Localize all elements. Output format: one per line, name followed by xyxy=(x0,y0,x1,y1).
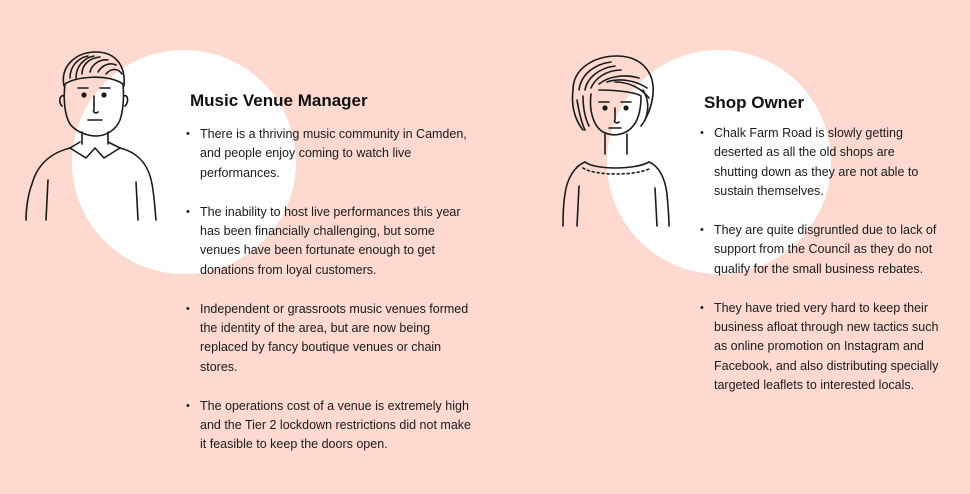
persona-title-music-venue-manager: Music Venue Manager xyxy=(190,91,368,110)
list-item: • They are quite disgruntled due to lack of support from the Council as they do not qualify for the small business rebates. xyxy=(700,223,937,276)
female-portrait-icon xyxy=(555,50,685,235)
bullet-icon: • xyxy=(700,301,704,314)
bullet-icon: • xyxy=(186,302,190,315)
persona-title-shop-owner: Shop Owner xyxy=(704,93,805,112)
bullet-icon: • xyxy=(186,399,190,412)
bullet-icon: • xyxy=(186,128,190,140)
bullet-icon: • xyxy=(700,224,704,237)
bullet-icon: • xyxy=(186,205,190,218)
male-portrait-icon xyxy=(18,44,168,229)
list-item: • They have tried very hard to keep their business afloat through new tactics such as online promotion on Instagram and Facebook, and also distributing specially targeted leaflets to interested locals. xyxy=(700,300,939,393)
list-item: • There is a thriving music community in Camden, and people enjoy coming to watch live performances. xyxy=(186,127,467,180)
list-item: • Independent or grassroots music venues formed the identity of the area, but are now being replaced by fancy boutique venues or chain stores. xyxy=(186,301,469,374)
persona-points-shop-owner xyxy=(700,124,940,415)
persona-points-music-venue-manager xyxy=(186,125,471,474)
bullet-icon: • xyxy=(700,127,704,139)
list-item: • The operations cost of a venue is extremely high and the Tier 2 lockdown restrictions did not make it feasible to keep the doors open. xyxy=(186,398,471,452)
list-item: • The inability to host live performances this year has been financially challenging, but some venues have been fortunate enough to get donations from loyal customers. xyxy=(186,204,461,277)
list-item: • Chalk Farm Road is slowly getting deserted as all the old shops are shutting down as they are not able to sustain themselves. xyxy=(700,126,919,199)
